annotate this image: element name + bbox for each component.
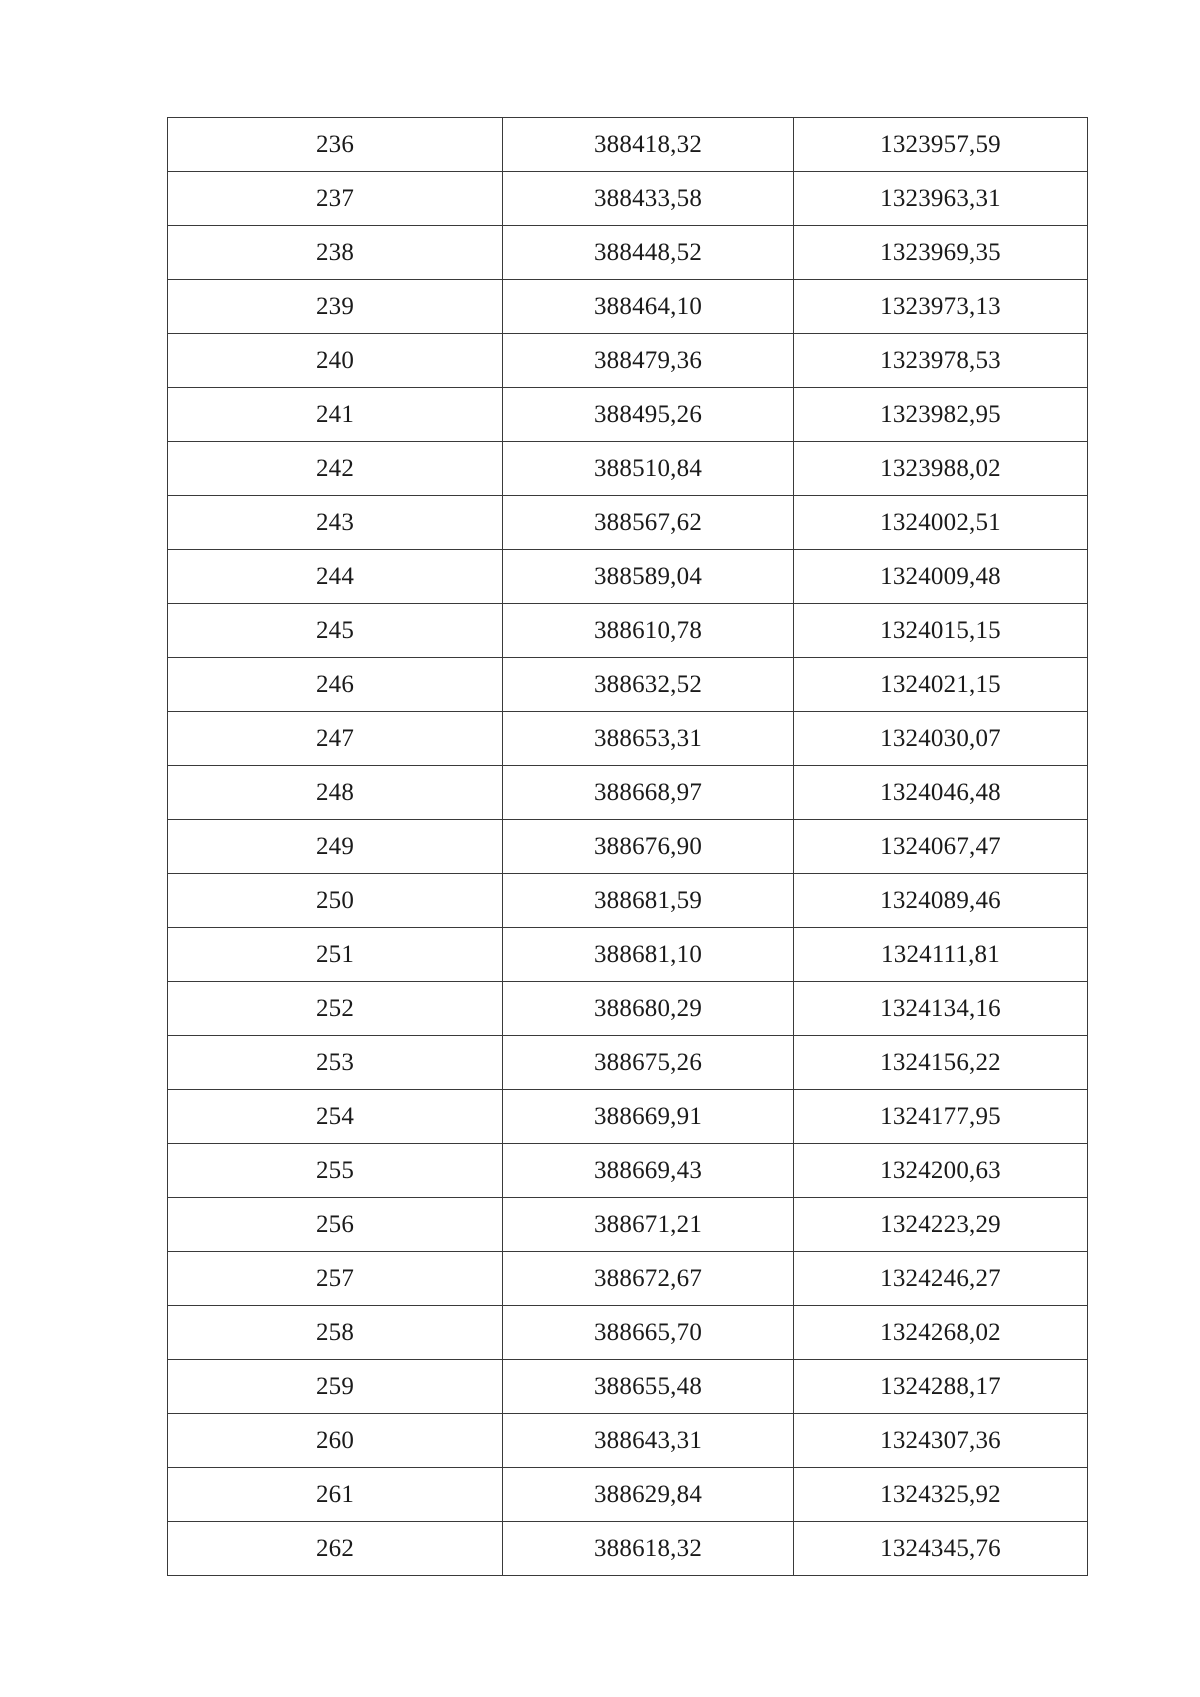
point-number-cell: 254 — [168, 1090, 503, 1144]
point-number-cell: 260 — [168, 1414, 503, 1468]
x-coordinate-cell: 388680,29 — [503, 982, 794, 1036]
x-coordinate-cell: 388495,26 — [503, 388, 794, 442]
table-row — [168, 1036, 1088, 1090]
x-coordinate-cell: 388629,84 — [503, 1468, 794, 1522]
point-number-cell: 256 — [168, 1198, 503, 1252]
point-number-cell: 249 — [168, 820, 503, 874]
y-coordinate-cell: 1324345,76 — [794, 1522, 1088, 1576]
y-coordinate-cell: 1324307,36 — [794, 1414, 1088, 1468]
x-coordinate-cell: 388655,48 — [503, 1360, 794, 1414]
table-row — [168, 1198, 1088, 1252]
x-coordinate-cell: 388669,91 — [503, 1090, 794, 1144]
point-number-cell: 253 — [168, 1036, 503, 1090]
point-number-cell: 258 — [168, 1306, 503, 1360]
x-coordinate-cell: 388618,32 — [503, 1522, 794, 1576]
y-coordinate-cell: 1324200,63 — [794, 1144, 1088, 1198]
point-number-cell: 248 — [168, 766, 503, 820]
point-number-cell: 242 — [168, 442, 503, 496]
point-number-cell: 252 — [168, 982, 503, 1036]
point-number-cell: 239 — [168, 280, 503, 334]
table-row — [168, 820, 1088, 874]
table-row — [168, 928, 1088, 982]
x-coordinate-cell: 388671,21 — [503, 1198, 794, 1252]
table-row — [168, 1360, 1088, 1414]
table-row — [168, 280, 1088, 334]
table-row — [168, 604, 1088, 658]
x-coordinate-cell: 388610,78 — [503, 604, 794, 658]
y-coordinate-cell: 1324325,92 — [794, 1468, 1088, 1522]
point-number-cell: 246 — [168, 658, 503, 712]
table-row — [168, 1522, 1088, 1576]
y-coordinate-cell: 1324134,16 — [794, 982, 1088, 1036]
y-coordinate-cell: 1324015,15 — [794, 604, 1088, 658]
x-coordinate-cell: 388675,26 — [503, 1036, 794, 1090]
point-number-cell: 245 — [168, 604, 503, 658]
table-row — [168, 496, 1088, 550]
y-coordinate-cell: 1323988,02 — [794, 442, 1088, 496]
y-coordinate-cell: 1324030,07 — [794, 712, 1088, 766]
x-coordinate-cell: 388672,67 — [503, 1252, 794, 1306]
y-coordinate-cell: 1324002,51 — [794, 496, 1088, 550]
x-coordinate-cell: 388589,04 — [503, 550, 794, 604]
y-coordinate-cell: 1324156,22 — [794, 1036, 1088, 1090]
y-coordinate-cell: 1324246,27 — [794, 1252, 1088, 1306]
table-row — [168, 1306, 1088, 1360]
y-coordinate-cell: 1324067,47 — [794, 820, 1088, 874]
table-row — [168, 658, 1088, 712]
table-row — [168, 766, 1088, 820]
x-coordinate-cell: 388681,59 — [503, 874, 794, 928]
point-number-cell: 255 — [168, 1144, 503, 1198]
y-coordinate-cell: 1324268,02 — [794, 1306, 1088, 1360]
point-number-cell: 262 — [168, 1522, 503, 1576]
point-number-cell: 236 — [168, 118, 503, 172]
point-number-cell: 257 — [168, 1252, 503, 1306]
y-coordinate-cell: 1324111,81 — [794, 928, 1088, 982]
x-coordinate-cell: 388668,97 — [503, 766, 794, 820]
y-coordinate-cell: 1323978,53 — [794, 334, 1088, 388]
table-row — [168, 442, 1088, 496]
x-coordinate-cell: 388479,36 — [503, 334, 794, 388]
table-row — [168, 334, 1088, 388]
table-row — [168, 226, 1088, 280]
table-row — [168, 1144, 1088, 1198]
point-number-cell: 251 — [168, 928, 503, 982]
table-row — [168, 982, 1088, 1036]
point-number-cell: 259 — [168, 1360, 503, 1414]
coordinates-table-body — [168, 118, 1088, 1576]
x-coordinate-cell: 388464,10 — [503, 280, 794, 334]
y-coordinate-cell: 1324021,15 — [794, 658, 1088, 712]
table-row — [168, 550, 1088, 604]
y-coordinate-cell: 1324046,48 — [794, 766, 1088, 820]
y-coordinate-cell: 1324223,29 — [794, 1198, 1088, 1252]
y-coordinate-cell: 1324089,46 — [794, 874, 1088, 928]
table-row — [168, 1252, 1088, 1306]
point-number-cell: 244 — [168, 550, 503, 604]
x-coordinate-cell: 388567,62 — [503, 496, 794, 550]
x-coordinate-cell: 388643,31 — [503, 1414, 794, 1468]
y-coordinate-cell: 1324177,95 — [794, 1090, 1088, 1144]
y-coordinate-cell: 1323963,31 — [794, 172, 1088, 226]
x-coordinate-cell: 388632,52 — [503, 658, 794, 712]
table-row — [168, 172, 1088, 226]
coordinates-table — [167, 117, 1088, 1576]
x-coordinate-cell: 388510,84 — [503, 442, 794, 496]
point-number-cell: 247 — [168, 712, 503, 766]
y-coordinate-cell: 1323957,59 — [794, 118, 1088, 172]
y-coordinate-cell: 1323973,13 — [794, 280, 1088, 334]
x-coordinate-cell: 388433,58 — [503, 172, 794, 226]
x-coordinate-cell: 388665,70 — [503, 1306, 794, 1360]
x-coordinate-cell: 388418,32 — [503, 118, 794, 172]
table-row — [168, 874, 1088, 928]
x-coordinate-cell: 388676,90 — [503, 820, 794, 874]
table-row — [168, 1414, 1088, 1468]
y-coordinate-cell: 1324288,17 — [794, 1360, 1088, 1414]
x-coordinate-cell: 388653,31 — [503, 712, 794, 766]
table-row — [168, 712, 1088, 766]
x-coordinate-cell: 388669,43 — [503, 1144, 794, 1198]
point-number-cell: 250 — [168, 874, 503, 928]
x-coordinate-cell: 388448,52 — [503, 226, 794, 280]
point-number-cell: 261 — [168, 1468, 503, 1522]
y-coordinate-cell: 1323969,35 — [794, 226, 1088, 280]
table-row — [168, 118, 1088, 172]
y-coordinate-cell: 1324009,48 — [794, 550, 1088, 604]
table-row — [168, 1468, 1088, 1522]
point-number-cell: 238 — [168, 226, 503, 280]
y-coordinate-cell: 1323982,95 — [794, 388, 1088, 442]
point-number-cell: 241 — [168, 388, 503, 442]
x-coordinate-cell: 388681,10 — [503, 928, 794, 982]
table-row — [168, 1090, 1088, 1144]
point-number-cell: 237 — [168, 172, 503, 226]
table-row — [168, 388, 1088, 442]
point-number-cell: 240 — [168, 334, 503, 388]
point-number-cell: 243 — [168, 496, 503, 550]
